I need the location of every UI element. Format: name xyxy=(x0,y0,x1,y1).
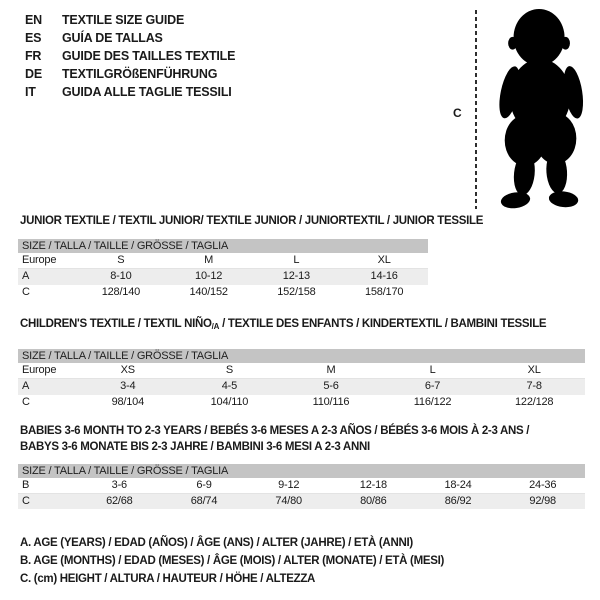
size-cell: XL xyxy=(377,254,391,266)
height-measure-label: C xyxy=(453,106,462,120)
footnote-line: A. AGE (YEARS) / EDAD (AÑOS) / ÂGE (ANS) / ALTER (JAHRE) / ETÀ (ANNI) xyxy=(20,537,413,549)
language-line xyxy=(25,83,235,101)
size-cell: 86/92 xyxy=(444,495,472,507)
language-title: TEXTILGRÖßENFÜHRUNG xyxy=(62,67,218,81)
table-row xyxy=(18,379,585,395)
language-line xyxy=(25,29,235,47)
size-cell: 6-7 xyxy=(424,380,441,392)
table-row xyxy=(18,285,428,300)
babies-table-title xyxy=(18,424,585,455)
table-row xyxy=(18,363,585,379)
size-cell: 104/110 xyxy=(210,396,249,408)
size-header-bar: SIZE / TALLA / TAILLE / GRÖSSE / TAGLIA xyxy=(18,464,585,478)
size-cell: 7-8 xyxy=(526,380,542,392)
babies-table-body xyxy=(18,478,585,509)
table-row xyxy=(18,478,585,494)
language-list xyxy=(25,11,235,101)
row-label: Europe xyxy=(22,364,57,376)
language-line xyxy=(25,47,235,65)
size-cell: 152/158 xyxy=(277,286,316,298)
language-code: ES xyxy=(25,31,42,45)
size-cell: S xyxy=(117,254,125,266)
size-cell: 5-6 xyxy=(323,380,339,392)
children-title-post: / TEXTILE DES ENFANTS / KINDERTEXTIL / BAMBINI TESSILE xyxy=(219,318,547,330)
babies-title-line: BABIES 3-6 MONTH TO 2-3 YEARS / BEBÉS 3-6 MESES A 2-3 AÑOS / BÉBÉS 3-6 MOIS À 2-3 ANS / xyxy=(20,425,530,437)
babies-title-line: BABYS 3-6 MONATE BIS 2-3 JAHRE / BAMBINI 3-6 MESI A 2-3 ANNI xyxy=(20,440,370,453)
children-table-body xyxy=(18,363,585,410)
size-cell: 98/104 xyxy=(111,396,145,408)
size-cell: 6-9 xyxy=(196,479,212,491)
language-code: EN xyxy=(25,13,42,27)
size-cell: 8-10 xyxy=(110,270,132,282)
table-row xyxy=(18,253,428,269)
size-cell: 140/152 xyxy=(189,286,228,298)
size-cell: 158/170 xyxy=(364,286,404,298)
language-line xyxy=(25,11,235,29)
size-cell: 62/68 xyxy=(106,495,133,507)
language-title: TEXTILE SIZE GUIDE xyxy=(62,13,185,27)
babies-textile-section xyxy=(18,424,585,509)
size-cell: S xyxy=(225,364,233,376)
row-label: Europe xyxy=(22,254,57,266)
size-cell: 14-16 xyxy=(370,270,398,282)
size-cell: 68/74 xyxy=(190,495,218,507)
size-cell: 12-13 xyxy=(282,270,310,282)
size-cell: L xyxy=(293,254,300,266)
baby-silhouette-icon xyxy=(488,6,596,212)
size-cell: 12-18 xyxy=(359,479,387,491)
size-cell: 80/86 xyxy=(360,495,387,507)
language-line xyxy=(25,65,235,83)
size-cell: XL xyxy=(527,364,541,376)
row-label: A xyxy=(22,270,30,282)
size-cell: 24-36 xyxy=(529,479,557,491)
size-cell: 128/140 xyxy=(101,286,141,298)
size-cell: 110/116 xyxy=(312,396,350,408)
junior-table-body xyxy=(18,253,428,300)
size-cell: 10-12 xyxy=(195,270,223,282)
size-cell: 18-24 xyxy=(444,479,472,491)
language-code: IT xyxy=(25,85,36,99)
size-cell: 116/122 xyxy=(413,396,452,408)
footnote-line: B. AGE (MONTHS) / EDAD (MESES) / ÂGE (MOIS) / ALTER (MONATE) / ETÀ (MESI) xyxy=(20,555,445,567)
size-cell: L xyxy=(429,364,436,376)
size-cell: 3-6 xyxy=(111,479,127,491)
children-table-title xyxy=(20,318,585,333)
row-label: A xyxy=(22,380,30,392)
language-title: GUÍA DE TALLAS xyxy=(62,31,163,45)
size-cell: 4-5 xyxy=(221,380,238,392)
row-label: C xyxy=(22,495,30,507)
footnote-line: C. (cm) HEIGHT / ALTURA / HAUTEUR / HÖHE / ALTEZZA xyxy=(20,573,316,585)
size-cell: 9-12 xyxy=(278,479,300,491)
table-row xyxy=(18,494,585,509)
language-code: DE xyxy=(25,67,42,81)
footnotes xyxy=(20,534,444,588)
size-cell: M xyxy=(326,364,336,376)
row-label: C xyxy=(22,286,30,298)
height-figure xyxy=(440,6,598,218)
children-title-sub: /A xyxy=(211,322,220,331)
table-row xyxy=(18,269,428,285)
size-header-bar: SIZE / TALLA / TAILLE / GRÖSSE / TAGLIA xyxy=(18,239,428,253)
language-title: GUIDA ALLE TAGLIE TESSILI xyxy=(62,85,232,99)
row-label: B xyxy=(22,479,30,491)
children-title-pre: CHILDREN'S TEXTILE / TEXTIL NIÑO xyxy=(20,318,212,330)
junior-textile-section xyxy=(18,215,484,300)
size-cell: M xyxy=(204,254,214,266)
size-cell: 74/80 xyxy=(275,495,302,507)
junior-table-title: JUNIOR TEXTILE / TEXTIL JUNIOR/ TEXTILE JUNIOR / JUNIORTEXTIL / JUNIOR TESSILE xyxy=(20,215,484,227)
size-cell: XS xyxy=(120,364,135,376)
size-cell: 92/98 xyxy=(529,495,556,507)
row-label: C xyxy=(22,396,30,408)
language-title: GUIDE DES TAILLES TEXTILE xyxy=(62,49,236,63)
size-header-bar: SIZE / TALLA / TAILLE / GRÖSSE / TAGLIA xyxy=(18,349,585,363)
table-row xyxy=(18,395,585,410)
language-code: FR xyxy=(25,49,42,63)
size-cell: 3-4 xyxy=(120,380,136,392)
height-measure-line xyxy=(475,10,477,209)
children-textile-section xyxy=(18,318,585,410)
size-cell: 122/128 xyxy=(514,396,554,408)
